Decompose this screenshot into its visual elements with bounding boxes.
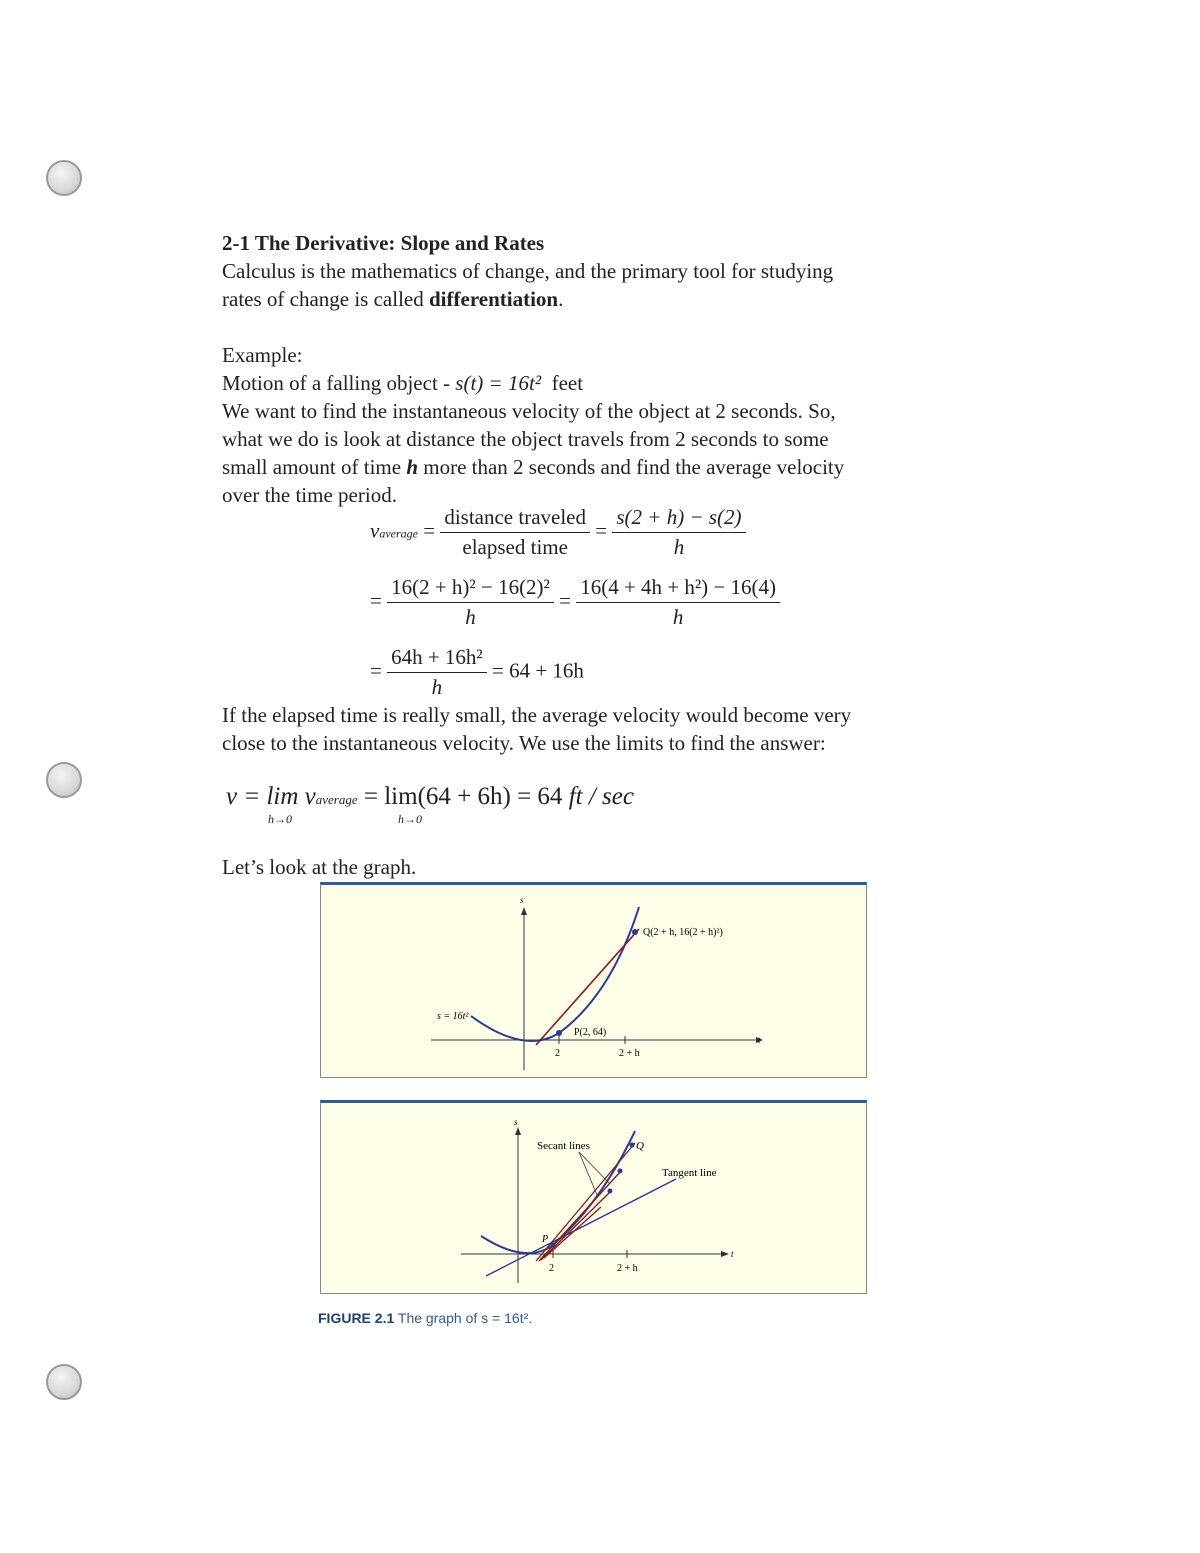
motion-unit: feet (551, 371, 584, 395)
fraction-simplified (387, 645, 487, 700)
point-p-label: P (542, 1234, 549, 1245)
equation-line-3 (370, 645, 584, 700)
tangent-line-label: Tangent line (662, 1167, 717, 1179)
limit-under-2: h→0 (398, 812, 422, 826)
section-heading: 2-1 The Derivative: Slope and Rates (222, 231, 545, 255)
after-line-2: close to the instantaneous velocity. We use the limits to find the answer: (222, 731, 826, 755)
figure-tangent-panel (320, 1100, 867, 1294)
motion-equation: s(t) = 16t² (455, 371, 542, 395)
fraction-denominator: h (465, 605, 476, 629)
fraction-numerator: 16(4 + 4h + h²) − 16(4) (576, 575, 780, 603)
fraction-denominator: h (673, 535, 685, 559)
tick-2h-label: 2 + h (619, 1048, 640, 1059)
punch-hole-bottom (46, 1364, 82, 1400)
intermediate-point (618, 1169, 623, 1174)
equation-line-2 (370, 575, 780, 630)
s-axis-arrow-icon (521, 907, 527, 915)
t-axis-arrow-icon (721, 1251, 729, 1257)
intro-period: . (558, 287, 564, 311)
secant-pointer (579, 1152, 609, 1183)
point-q-label: Q (636, 1140, 644, 1152)
parabola-curve (471, 907, 639, 1041)
fraction-numerator: 16(2 + h)² − 16(2)² (387, 575, 554, 603)
curve-label: s = 16t² (437, 1011, 469, 1022)
variable-h: h (406, 455, 418, 479)
intro-line-2-text: rates of change is called (222, 287, 429, 311)
caption-figure-number: FIGURE 2.1 (318, 1310, 395, 1326)
secant-line-2 (539, 1171, 621, 1261)
figure-1-graph (321, 885, 866, 1077)
point-p (556, 1030, 562, 1036)
paragraph-line-3-rest: more than 2 seconds and find the average velocity (418, 455, 845, 479)
point-q (632, 929, 638, 935)
fraction-numerator: distance traveled (440, 505, 590, 533)
secant-pointer (579, 1152, 597, 1195)
example-label: Example: (222, 343, 303, 367)
motion-line (222, 369, 583, 397)
graph-intro: Let’s look at the graph. (222, 855, 417, 879)
fraction-expanded-2 (576, 575, 780, 630)
punch-hole-middle (46, 762, 82, 798)
equals-sign: = (559, 588, 571, 613)
differentiation-term: differentiation (429, 287, 559, 311)
fraction-expanded-1 (387, 575, 554, 630)
paragraph-line-4: over the time period. (222, 483, 397, 507)
fraction-denominator: h (672, 605, 684, 629)
intro-line-2 (222, 285, 563, 313)
figure-secant-panel (320, 882, 867, 1078)
after-line-1: If the elapsed time is really small, the average velocity would become very (222, 703, 852, 727)
limit-unit: ft / sec (562, 783, 634, 810)
s-axis-label: s (520, 895, 524, 905)
equals-sign: = (370, 588, 382, 613)
equals-sign: = (370, 658, 382, 683)
point-p-label: P(2, 64) (574, 1027, 607, 1038)
point-q-label: Q(2 + h, 16(2 + h)²) (643, 927, 723, 938)
fraction-distance-over-time (440, 505, 590, 560)
tick-2-label: 2 (549, 1263, 554, 1274)
equals-sign: = (423, 518, 436, 543)
s-axis-label: s (514, 1117, 518, 1127)
tangent-line (486, 1179, 676, 1276)
secant-lines-label: Secant lines (537, 1140, 590, 1152)
figure-2-graph (321, 1103, 866, 1293)
secant-line-1 (536, 1143, 635, 1261)
intro-line-1: Calculus is the mathematics of change, and the primary tool for studying (222, 259, 834, 283)
point-q (630, 1143, 635, 1148)
intermediate-point (608, 1189, 613, 1194)
tick-2-label: 2 (555, 1048, 560, 1059)
paragraph-line-3 (222, 453, 844, 481)
equation-result: = 64 + 16h (491, 658, 584, 683)
equation-line-1 (370, 505, 746, 560)
fraction-numerator: 64h + 16h² (387, 645, 487, 673)
tick-2h-label: 2 + h (617, 1263, 638, 1274)
figure-caption (318, 1310, 532, 1326)
caption-text: The graph of s = 16t². (394, 1310, 533, 1326)
limit-equation (226, 783, 634, 811)
t-axis-label: t (758, 1035, 761, 1045)
limit-middle: = lim(64 + 6h) = 64 (357, 783, 563, 810)
v-symbol: v (370, 518, 380, 543)
motion-text: Motion of a falling object - (222, 371, 456, 395)
fraction-numerator: s(2 + h) − s(2) (612, 505, 745, 533)
fraction-s-difference (612, 505, 745, 560)
paragraph-line-3-text: small amount of time (222, 455, 407, 479)
fraction-denominator: h (431, 675, 443, 699)
t-axis-label: t (731, 1249, 734, 1259)
equals-sign: = (595, 518, 608, 543)
punch-hole-top (46, 160, 82, 196)
v-subscript: average (379, 526, 418, 541)
limit-lhs-subscript: average (315, 792, 358, 807)
point-p (551, 1243, 556, 1248)
secant-line-3 (541, 1191, 611, 1260)
paragraph-line-2: what we do is look at distance the object travels from 2 seconds to some (222, 427, 829, 451)
fraction-denominator: elapsed time (462, 535, 568, 559)
s-axis-arrow-icon (515, 1127, 521, 1135)
limit-under-1: h→0 (268, 812, 292, 826)
limit-lhs: v = lim v (226, 783, 316, 810)
paragraph-line-1: We want to find the instantaneous velocity of the object at 2 seconds. So, (222, 399, 836, 423)
